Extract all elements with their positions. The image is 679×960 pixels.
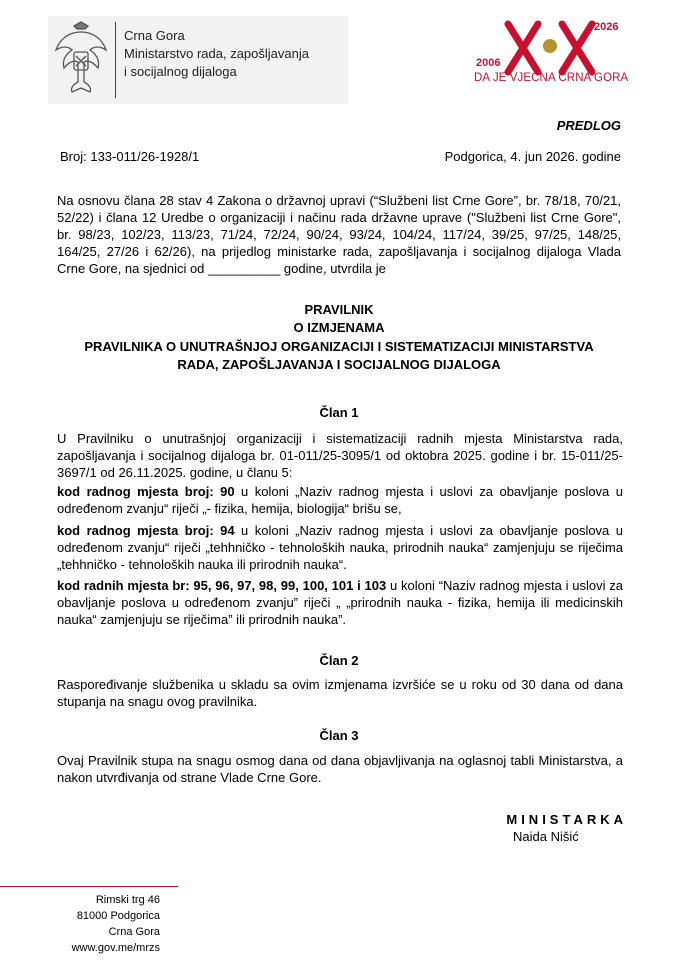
address-country: Crna Gora: [108, 926, 160, 938]
amendment-item-3-label: kod radnih mjesta br: 95, 96, 97, 98, 99, 100, 101 i 103: [57, 578, 387, 593]
footer-address: [0, 892, 160, 956]
amendment-item-2-label: kod radnog mjesta broj: 94: [57, 523, 235, 538]
doc-title-line-3: PRAVILNIKA O UNUTRAŠNJOJ ORGANIZACIJI I SISTEMATIZACIJI MINISTARSTVA: [84, 339, 594, 354]
signatory-title: MINISTARKA: [506, 812, 627, 827]
amendment-item-3: [57, 577, 623, 628]
article-3-text: Ovaj Pravilnik stupa na snagu osmog dana od dana objavljivanja na oglasnoj tabli Ministarstva, a nakon utvrđivanja od strane Vlade Crne Gore.: [57, 753, 623, 785]
logo-year-right: 2026: [594, 21, 619, 33]
ministry-line-2: i socijalnog dijaloga: [124, 64, 237, 79]
document-number: Broj: 133-011/26-1928/1: [60, 149, 200, 164]
amendment-item-3-text: u koloni “Naziv radnog mjesta i uslovi za obavljanje poslova u određenom zvanju” riječi „ „prirodnih nauka - fizika, hemija ili medicinskih nauka“ zamjenjuju se riječima” ili prirodnih nauka”.: [57, 578, 623, 627]
document-status: PREDLOG: [556, 118, 621, 133]
article-1-text: U Pravilniku o unutrašnjoj organizaciji i sistematizaciji radnih mjesta Ministarstva rada, zapošljavanja i socijalnog dijaloga br. 01-011/25-3095/1 od oktobra 2025. godine i br. 15-011/25-3697/1 od 26.11.2025. godine, u članu 5:: [57, 431, 623, 480]
legal-basis-paragraph: Na osnovu člana 28 stav 4 Zakona o državnoj upravi (“Službeni list Crne Gore”, br. 78/18, 70/21, 52/22) i člana 12 Uredbe o organizaciji i načinu rada državne uprave ("Službeni list Crne Gore", br. 98/23, 102/23, 113/23, 71/24, 72/24, 90/24, 93/24, 104/24, 117/24, 39/25, 97/25, 148/25, 164/25, 27/26 i 62/26), na prijedlog ministarke rada, zapošljavanja i socijalnog dijaloga Vlada Crne Gore, na sjednici od __________ godine, utvrdila je: [57, 193, 621, 276]
article-3-heading: Član 3: [319, 728, 359, 743]
header-divider: [115, 22, 116, 98]
article-1-heading: Član 1: [319, 405, 359, 420]
doc-title-line-4: RADA, ZAPOŠLJAVANJA I SOCIJALNOG DIJALOGA: [177, 357, 501, 372]
website-link[interactable]: www.gov.me/mrzs: [71, 942, 160, 954]
amendment-item-2-text: u koloni „Naziv radnog mjesta i uslovi za obavljanje poslova u određenom zvanju“ riječi „tehhničko - tehnoloških nauka, prirodnih nauka“ zamjenjuju se riječima „tehhničko - tehnoloških nauka ili prirodnih nauka“.: [57, 523, 623, 572]
amendment-item-1-label: kod radnog mjesta broj: 90: [57, 484, 235, 499]
document-date: Podgorica, 4. jun 2026. godine: [444, 149, 621, 164]
country-name: Crna Gora: [124, 28, 185, 43]
amendment-item-2: [57, 522, 623, 573]
amendment-item-1: [57, 483, 623, 517]
doc-title-line-2: O IZMJENAMA: [293, 320, 385, 335]
article-2-text: Raspoređivanje službenika u skladu sa ovim izmjenama izvršiće se u roku od 30 dana od dana stupanja na snagu ovog pravilnika.: [57, 677, 623, 709]
address-street: Rimski trg 46: [95, 894, 160, 906]
signatory-name: Naida Nišić: [513, 829, 579, 844]
logo-year-left: 2006: [476, 57, 501, 69]
footer-rule: [0, 886, 178, 887]
logo-caption: DA JE VJEČNA CRNA GORA: [474, 72, 629, 84]
doc-title-line-1: PRAVILNIK: [304, 302, 374, 317]
amendment-item-1-text: u koloni „Naziv radnog mjesta i uslovi za obavljanje poslova u određenom zvanju“ riječi „- fizika, hemija, biologija“ brišu se,: [57, 484, 623, 516]
ministry-line-1: Ministarstvo rada, zapošljavanja: [124, 46, 309, 61]
address-city: 81000 Podgorica: [76, 910, 160, 922]
article-2-heading: Član 2: [319, 653, 359, 668]
ministry-name: [124, 27, 309, 81]
coat-of-arms-icon: [52, 20, 110, 98]
